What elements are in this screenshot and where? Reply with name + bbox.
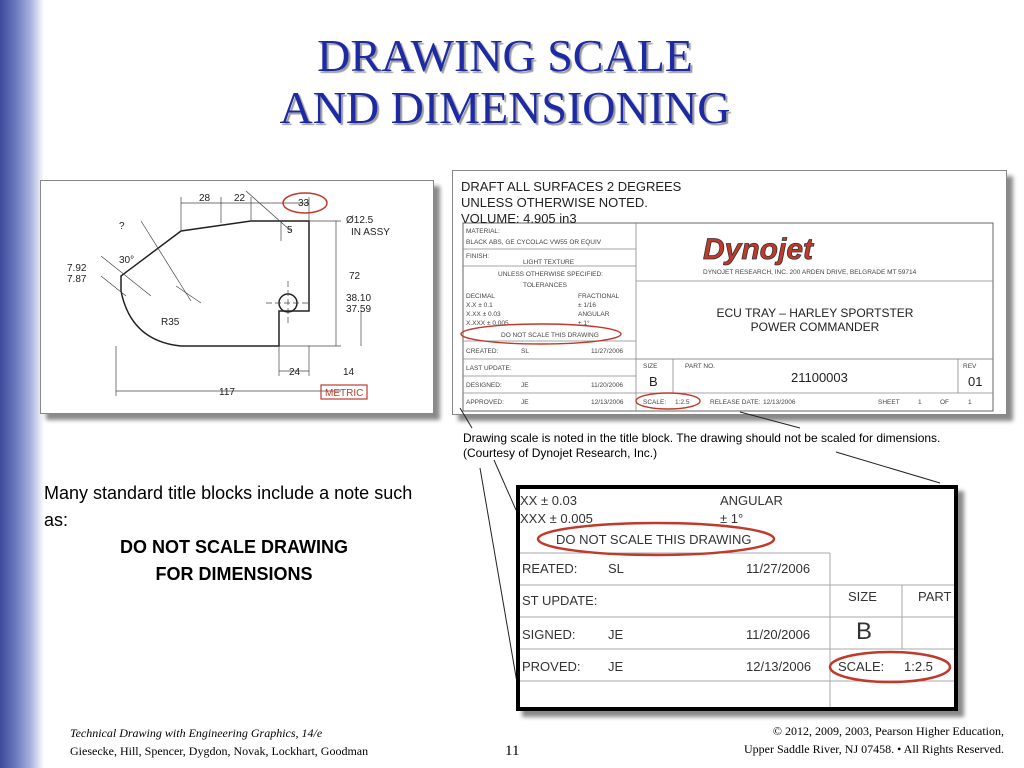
zoom-last-update: ST UPDATE:: [522, 593, 598, 608]
company-address: DYNOJET RESEARCH, INC. 200 ARDEN DRIVE, BELGRADE MT 59714: [703, 269, 917, 276]
zoom-designed-by: JE: [608, 627, 624, 642]
zoom-tol-ang: ± 1°: [720, 511, 744, 526]
zoom-scale-value: 1:2.5: [904, 659, 933, 674]
zoom-svg: [520, 489, 954, 707]
dim-72: 72: [349, 271, 361, 282]
dim-angle: 30°: [119, 255, 135, 266]
dim-792: 7.92: [67, 263, 87, 274]
created-date: 11/27/2006: [591, 348, 624, 355]
copyright-line-1: © 2012, 2009, 2003, Pearson Higher Education,: [772, 724, 1004, 738]
zoom-size: SIZE: [848, 589, 877, 604]
tol-xx: X.XX ± 0.03: [466, 311, 501, 318]
zoom-tol-xxx: XXX ± 0.005: [520, 511, 593, 526]
dynojet-logo: Dynojet: [703, 233, 814, 266]
body-line: Many standard title blocks include a note such as:: [44, 483, 413, 530]
approved-label: APPROVED:: [466, 399, 504, 406]
part-no-value: 21100003: [791, 370, 848, 385]
of-value: 1: [968, 399, 972, 406]
zoom-tol-xx: XX ± 0.03: [520, 493, 578, 508]
dim-in-assy: IN ASSY: [351, 227, 390, 238]
do-not-scale-note: DO NOT SCALE THIS DRAWING: [501, 332, 599, 339]
zoom-do-not-scale: DO NOT SCALE THIS DRAWING: [556, 532, 752, 547]
zoom-created-by: SL: [608, 561, 624, 576]
title-line-2: AND DIMENSIONING: [279, 82, 731, 133]
size-value: B: [649, 374, 658, 389]
finish-label: FINISH:: [466, 253, 490, 260]
release-label: RELEASE DATE:: [710, 399, 761, 406]
tol-frac: ± 1/16: [578, 302, 597, 309]
designed-date: 11/20/2006: [591, 382, 624, 389]
zoom-scale-label: SCALE:: [838, 659, 885, 674]
figure-caption: Drawing scale is noted in the title block. The drawing should not be scaled for dimensions. (Courtesy of Dynojet Research, Inc.): [463, 431, 941, 460]
last-update-label: LAST UPDATE:: [466, 365, 512, 372]
footer-left: [70, 724, 368, 760]
created-label: CREATED:: [466, 348, 499, 355]
dim-3759: 37.59: [346, 304, 372, 315]
zoom-designed: SIGNED:: [522, 627, 576, 642]
angular-label: ANGULAR: [578, 311, 610, 318]
of-label: OF: [940, 399, 950, 406]
page-number: 11: [505, 743, 520, 759]
unless-specified: UNLESS OTHERWISE SPECIFIED:: [498, 271, 603, 278]
note-line-3: VOLUME: 4.905 in3: [461, 211, 577, 226]
body-emphasis-2: FOR DIMENSIONS: [155, 564, 313, 584]
approved-date: 12/13/2006: [591, 399, 624, 406]
dim-r35: R35: [161, 317, 180, 328]
sheet-value: 1: [918, 399, 922, 406]
dim-28: 28: [199, 193, 211, 204]
material-value: BLACK ABS, GE CYCOLAC VW55 OR EQUIV: [466, 239, 602, 246]
metric-label: METRIC: [325, 388, 364, 399]
designed-label: DESIGNED:: [466, 382, 502, 389]
footer-authors: Giesecke, Hill, Spencer, Dygdon, Novak, Lockhart, Goodman: [70, 744, 369, 758]
material-label: MATERIAL:: [466, 228, 500, 235]
size-label: SIZE: [643, 363, 658, 370]
dim-787: 7.87: [67, 274, 87, 285]
dim-14: 14: [343, 367, 355, 378]
dim-unknown: ?: [119, 221, 125, 232]
zoom-approved-date: 12/13/2006: [746, 659, 812, 674]
zoomed-title-block: [516, 485, 958, 711]
title-line-1: DRAWING SCALE: [317, 30, 693, 81]
fractional-label: FRACTIONAL: [578, 293, 620, 300]
sheet-label: SHEET: [878, 399, 900, 406]
zoom-angular: ANGULAR: [720, 493, 783, 508]
designed-by: JE: [521, 382, 529, 389]
zoom-created-date: 11/27/2006: [746, 561, 811, 576]
dim-hole: Ø12.5: [346, 215, 374, 226]
finish-value: LIGHT TEXTURE: [523, 259, 575, 266]
scale-label: SCALE:: [643, 399, 667, 406]
body-text: [44, 480, 424, 588]
part-title-2: POWER COMMANDER: [750, 320, 880, 334]
note-line-1: DRAFT ALL SURFACES 2 DEGREES: [461, 179, 682, 194]
dim-5: 5: [287, 225, 293, 236]
part-no-label: PART NO.: [685, 363, 715, 370]
dim-117: 117: [219, 387, 235, 398]
release-date: 12/13/2006: [763, 399, 796, 406]
dim-3810: 38.10: [346, 293, 372, 304]
zoom-created: REATED:: [522, 561, 578, 576]
zoom-approved: PROVED:: [522, 659, 581, 674]
decimal-label: DECIMAL: [466, 293, 495, 300]
scale-value: 1:2.5: [675, 399, 690, 406]
dim-22: 22: [234, 193, 246, 204]
created-by: SL: [521, 348, 529, 355]
dim-33: 33: [298, 198, 310, 209]
tol-xxx: X.XXX ± 0.005: [466, 320, 509, 327]
copyright-line-2: Upper Saddle River, NJ 07458. • All Rights Reserved.: [743, 742, 1004, 756]
zoom-approved-by: JE: [608, 659, 624, 674]
zoom-designed-date: 11/20/2006: [746, 627, 811, 642]
footer-right: [744, 722, 1004, 758]
zoom-size-value: B: [856, 618, 873, 645]
rev-value: 01: [968, 374, 983, 389]
part-title-1: ECU TRAY – HARLEY SPORTSTER: [716, 306, 914, 320]
note-line-2: UNLESS OTHERWISE NOTED.: [461, 195, 648, 210]
rev-label: REV: [963, 363, 977, 370]
tol-ang: ± 1°: [578, 320, 590, 327]
body-emphasis-1: DO NOT SCALE DRAWING: [120, 537, 348, 557]
approved-by: JE: [521, 399, 529, 406]
dim-24: 24: [289, 367, 301, 378]
zoom-part: PART: [918, 589, 952, 604]
tolerances-label: TOLERANCES: [523, 282, 567, 289]
tol-x: X.X ± 0.1: [466, 302, 493, 309]
footer-book: Technical Drawing with Engineering Graphics, 14/e: [70, 726, 323, 740]
